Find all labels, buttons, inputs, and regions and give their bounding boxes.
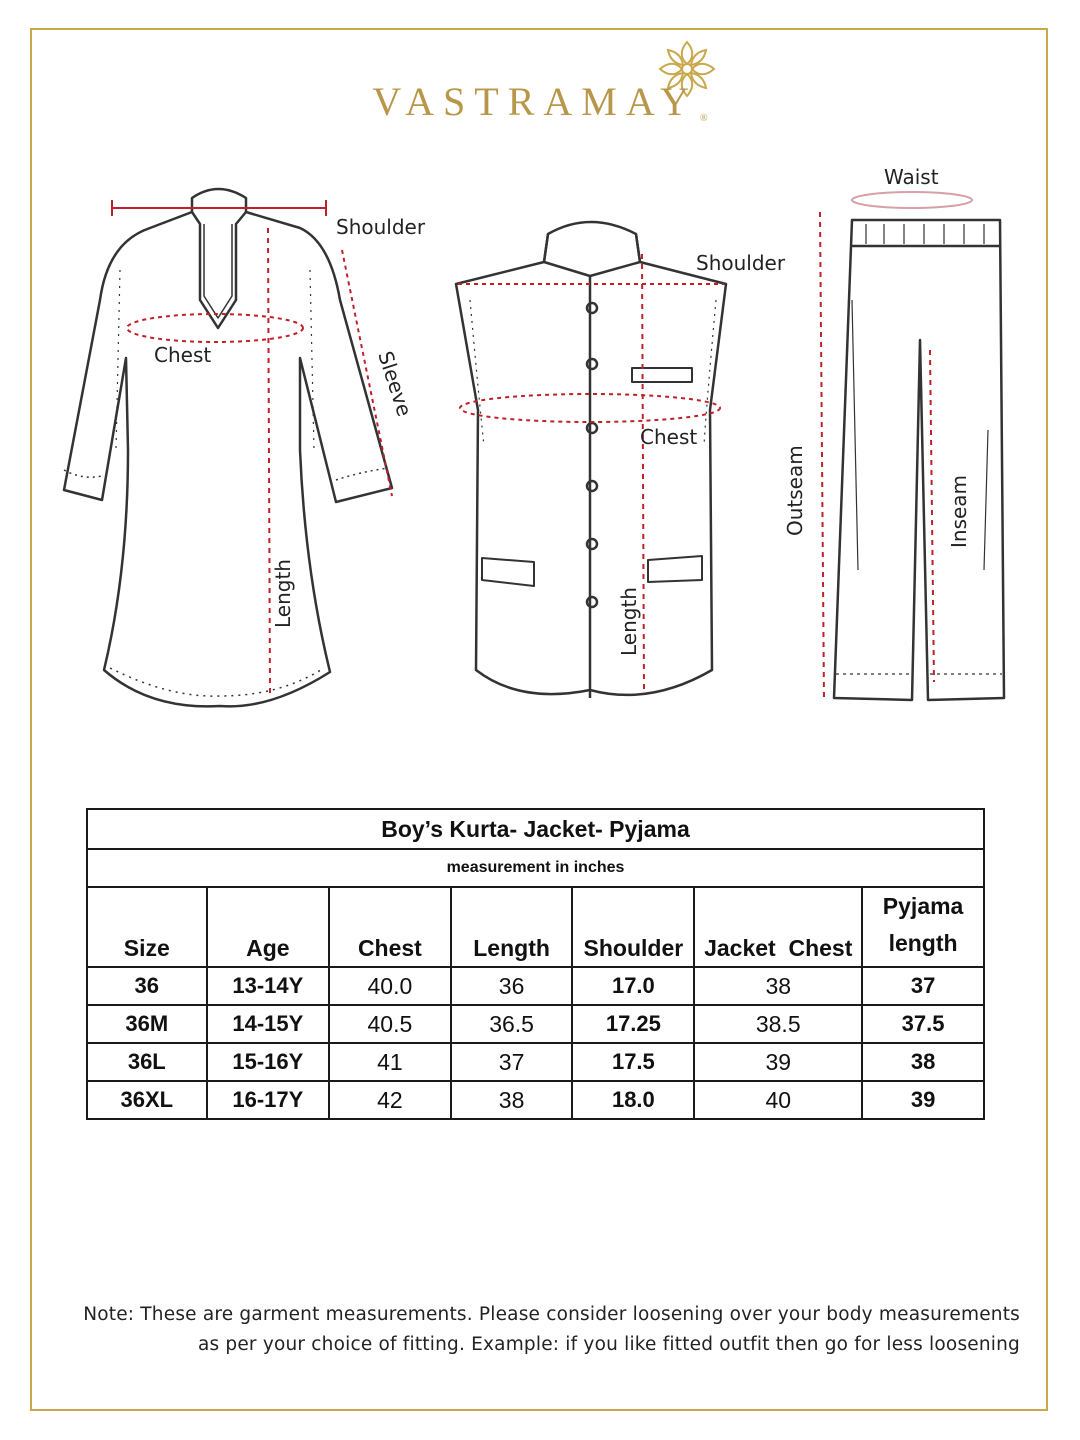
kurta-measure-lines xyxy=(112,200,392,694)
brand-wordmark xyxy=(0,78,1080,125)
table-header-row xyxy=(87,887,984,967)
fitting-note-line-1: Note: These are garment measurements. Please consider loosening over your body measurements xyxy=(83,1304,1020,1325)
table-row xyxy=(87,967,984,1005)
pyjama-outseam-label: Outseam xyxy=(783,445,807,536)
cell-length: 36.5 xyxy=(451,1005,573,1043)
cell-jacket-chest: 38 xyxy=(694,967,862,1005)
jacket-chest-label: Chest xyxy=(640,425,698,449)
cell-age: 15-16Y xyxy=(207,1043,330,1081)
cell-size: 36XL xyxy=(87,1081,207,1119)
header-pyjama-line2: length xyxy=(888,930,958,956)
header-size: Size xyxy=(87,887,207,967)
cell-jacket-chest: 39 xyxy=(694,1043,862,1081)
cell-chest: 40.5 xyxy=(329,1005,451,1043)
cell-chest: 40.0 xyxy=(329,967,451,1005)
cell-shoulder: 17.0 xyxy=(572,967,694,1005)
cell-size: 36 xyxy=(87,967,207,1005)
cell-chest: 42 xyxy=(329,1081,451,1119)
cell-length: 37 xyxy=(451,1043,573,1081)
header-shoulder: Shoulder xyxy=(572,887,694,967)
cell-age: 13-14Y xyxy=(207,967,330,1005)
table-row xyxy=(87,1043,984,1081)
pyjama-waist-label: Waist xyxy=(884,165,939,189)
pyjama-illustration xyxy=(834,220,1004,700)
table-title: Boy’s Kurta- Jacket- Pyjama xyxy=(87,809,984,849)
size-chart-table xyxy=(86,808,985,1120)
table-title-row xyxy=(87,809,984,849)
table-unit-row xyxy=(87,849,984,887)
header-chest: Chest xyxy=(329,887,451,967)
pyjama-inseam-label: Inseam xyxy=(947,474,971,548)
header-age: Age xyxy=(207,887,330,967)
table-unit-note: measurement in inches xyxy=(87,849,984,887)
fitting-note xyxy=(52,1300,1020,1360)
cell-size: 36L xyxy=(87,1043,207,1081)
cell-pyjama-length: 37 xyxy=(862,967,984,1005)
kurta-chest-label: Chest xyxy=(154,343,212,367)
cell-jacket-chest: 40 xyxy=(694,1081,862,1119)
brand-name: VASTRAMAY xyxy=(372,79,698,124)
cell-pyjama-length: 39 xyxy=(862,1081,984,1119)
cell-age: 14-15Y xyxy=(207,1005,330,1043)
cell-age: 16-17Y xyxy=(207,1081,330,1119)
jacket-illustration xyxy=(456,222,726,698)
cell-length: 38 xyxy=(451,1081,573,1119)
kurta-shoulder-label: Shoulder xyxy=(336,215,426,239)
registered-mark: ® xyxy=(699,113,708,124)
table-row xyxy=(87,1081,984,1119)
cell-chest: 41 xyxy=(329,1043,451,1081)
cell-pyjama-length: 38 xyxy=(862,1043,984,1081)
header-pyjama-line1: Pyjama xyxy=(882,893,964,919)
table-row xyxy=(87,1005,984,1043)
kurta-length-label: Length xyxy=(271,559,295,628)
kurta-illustration xyxy=(64,189,392,706)
cell-size: 36M xyxy=(87,1005,207,1043)
kurta-sleeve-label: Sleeve xyxy=(373,348,417,420)
header-length: Length xyxy=(451,887,573,967)
jacket-shoulder-label: Shoulder xyxy=(696,251,786,275)
cell-pyjama-length: 37.5 xyxy=(862,1005,984,1043)
header-jacket-chest: Jacket Chest xyxy=(694,887,862,967)
cell-shoulder: 17.25 xyxy=(572,1005,694,1043)
cell-jacket-chest: 38.5 xyxy=(694,1005,862,1043)
cell-shoulder: 18.0 xyxy=(572,1081,694,1119)
fitting-note-line-2: as per your choice of fitting. Example: if you like fitted outfit then go for less loosening xyxy=(197,1334,1020,1355)
header-pyjama-length xyxy=(862,887,984,967)
cell-length: 36 xyxy=(451,967,573,1005)
jacket-length-label: Length xyxy=(617,587,641,656)
cell-shoulder: 17.5 xyxy=(572,1043,694,1081)
garment-diagram xyxy=(0,150,1080,720)
